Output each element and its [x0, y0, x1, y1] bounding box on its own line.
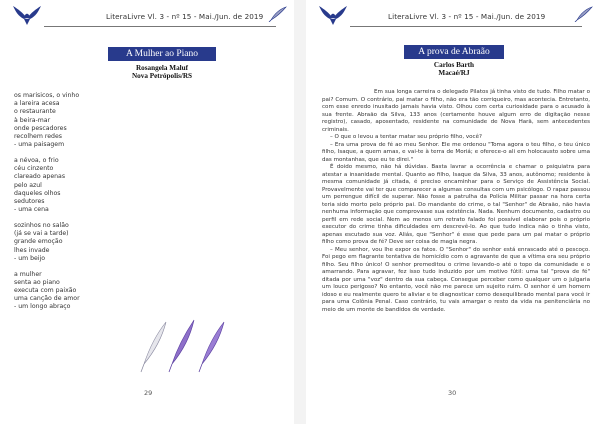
story-body [322, 89, 590, 314]
poem-line: clareado apenas [14, 173, 66, 181]
poem-body [14, 92, 134, 319]
poem-line: recolhem redes [14, 133, 63, 141]
page-number: 29 [144, 389, 153, 397]
header-text: LiteraLivre Vl. 3 - nº 15 - Mai./Jun. de 2019 [106, 12, 264, 21]
author-name: Carlos Barth [433, 61, 475, 69]
page-header [10, 4, 284, 28]
author-location: Nova Petrópolis/RS [131, 72, 193, 80]
poem-line: o restaurante [14, 108, 56, 116]
poem-line: - uma paisagem [14, 141, 65, 149]
left-page [0, 0, 294, 424]
story-paragraph: Em sua longa carreira o delegado Pilatos já tinha visto de tudo. Filho matar o pai? Comum. O contrário, pai matar o filho, não era tão corriqueiro, mas acontecia. Entretanto, com esse enredo inusitado jamais havia visto. Olhou com certa curiosidade para o acusado à sua frente. Abraão da Silva, 133 anos (certamente houve algum erro de digitação nesse registro), casado, aposentado, residente na comunidade de Nova Harã, sem antecedentes criminais. [322, 89, 590, 133]
poem-line: uma canção de amor [14, 295, 80, 303]
poem-line: (já se vai a tarde) [14, 230, 69, 238]
poem-line: a névoa, o frio [14, 157, 59, 165]
poem-line: daqueles olhos [14, 189, 61, 197]
poem-title: A Mulher ao Piano [108, 47, 216, 61]
poem-line: os marisicos, o vinho [14, 92, 80, 99]
poem-stanza [14, 271, 134, 312]
poem-line: senta ao piano [14, 278, 60, 286]
right-page [306, 0, 600, 424]
page-number: 30 [448, 389, 457, 397]
poem-stanza [14, 222, 134, 263]
poem-line: - um longo abraço [14, 303, 71, 311]
poem-line: a lareira acesa [14, 100, 60, 108]
poem-line: à beira-mar [14, 116, 51, 124]
poem-line: sozinhos no salão [14, 222, 69, 230]
poem-line: sedutores [14, 198, 45, 206]
poem-line: pelo azul [14, 181, 42, 189]
page-header [316, 4, 590, 28]
story-title: A prova de Abraão [404, 45, 504, 59]
poem-line: onde pescadores [14, 124, 67, 132]
eagle-wings-logo-icon [318, 4, 348, 26]
quill-pen-icon [574, 6, 594, 22]
header-rule [44, 26, 276, 27]
spread-gutter [294, 0, 306, 424]
poem-line: céu cinzento [14, 165, 54, 173]
poem-stanza [14, 92, 134, 149]
poem-line: - uma cena [14, 206, 49, 214]
poem-stanza [14, 157, 134, 214]
header-text: LiteraLivre Vl. 3 - nº 15 - Mai./Jun. de 2019 [388, 12, 546, 21]
poem-line: grande emoção [14, 238, 63, 246]
poem-line: executa com paixão [14, 287, 77, 295]
author-name: Rosangela Maluf [135, 64, 189, 72]
poem-line: a mulher [14, 270, 42, 278]
story-paragraph: É doido mesmo, não há dúvidas. Basta lavrar a ocorrência e chamar o psiquiatra para atestar a insanidade mental. Quanto ao filho, Isaque da Silva, 33 anos, autônomo; residente à mesma comunidade já citada, é preciso encaminhar para o Serviço de Assistência Social. Provavelmente vai ter que comparecer a algumas consultas com um psicólogo. O rapaz passou um perrengue difícil de superar. Não fosse a patrulha da Polícia Militar passar na hora certa teria sido morto pelo próprio pai. Do mandante do crime, o tal "Senhor" de Abraão, não havia nenhuma informação que comprovasse sua existência. Nada. Nenhum documento, cadastro ou perfil em rede social. Nem ao menos um retrato falado foi possível elaborar pois o próprio executor do crime tinha dificuldades em descrevê-lo. Ao que tudo indica não o tinha visto, apenas escutado sua voz. Aliás, que "Senhor" é esse que pede para um pai matar o próprio filho como prova de fé? Deve ser coisa de magia negra. [322, 164, 590, 245]
story-paragraph: – Meu senhor, vou lhe expor os fatos. O "Senhor" do senhor está enrascado até o pescoço. Foi pego em flagrante tentativa de homicídio com o agravante de que a vítima era seu próprio filho. Seu filho único! O senhor premeditou o crime levando-o até o topo da comunidade e o amarrando. Para agravar, fez isso tudo induzido por um motivo fútil: uma tal "prova de fé" ditada por uma "voz" dentro da sua cabeça. Consegue perceber como qualquer um o julgaria um louco perigoso? No entanto, você não me parece um sujeito ruim. O senhor é um homem idoso e eu realmente quero te aliviar e te diagnosticar como desequilibrado mental para você ir para uma Colônia Penal. Caso contrário, tu vais amargar o resto da vida na penitenciária no meio de um monte de bandidos de verdade. [322, 246, 590, 313]
three-feathers-icon [136, 318, 232, 374]
poem-line: lhes invade [14, 246, 50, 254]
header-rule [350, 26, 582, 27]
story-paragraph: – O que o levou a tentar matar seu próprio filho, você? [330, 134, 482, 140]
story-paragraph: – Era uma prova de fé ao meu Senhor. Ele me ordenou "Toma agora o teu filho, o teu único filho, Isaque, a quem amas, e vai-te à terra de Moriá; e oferece-o ali em holocausto sobre uma das montanhas, que eu te direi." [322, 141, 590, 163]
eagle-wings-logo-icon [12, 4, 42, 26]
poem-line: - um beijo [14, 254, 46, 262]
author-location: Macaé/RJ [438, 69, 470, 77]
quill-pen-icon [268, 6, 288, 22]
